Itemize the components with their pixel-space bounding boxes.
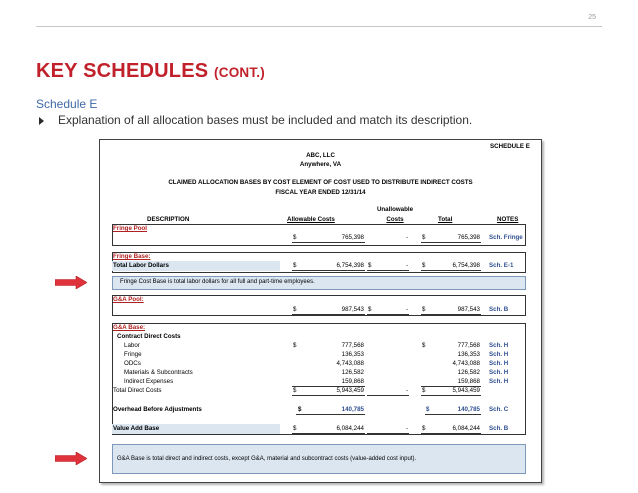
pointer-arrow-icon: [55, 276, 87, 289]
ga-row-allowable: 136,353: [341, 351, 364, 358]
underline: [421, 395, 481, 396]
underline: [421, 433, 481, 434]
overhead-label: Overhead Before Adjustments: [113, 406, 202, 413]
fiscal-year: FISCAL YEAR ENDED 12/31/14: [275, 189, 366, 196]
company-location: Anywhere, VA: [299, 161, 342, 168]
ga-note-text: G&A Base is total direct and indirect costs, except G&A, material and subcontract costs (value-added cost input).: [117, 456, 417, 462]
ga-row-note: Sch. H: [489, 342, 509, 349]
ga-row-label: Labor: [124, 342, 140, 349]
title-main: KEY SCHEDULES: [36, 60, 209, 82]
col-notes: NOTES: [497, 216, 519, 223]
overhead-note: Sch. C: [489, 406, 509, 413]
fringe-pool-label: Fringe Pool: [113, 225, 148, 232]
ga-row-total: 126,582: [457, 369, 480, 376]
ga-base-label: G&A Base:: [113, 324, 146, 331]
value-add-total: 6,084,244: [452, 425, 480, 432]
fringe-base-dollar: $: [293, 262, 297, 269]
direct-costs-heading: Contract Direct Costs: [117, 333, 181, 340]
value-add-total-dollar: $: [422, 425, 426, 432]
slide-subtitle: Schedule E: [36, 97, 98, 111]
slide-title: [36, 60, 265, 83]
underline: [296, 414, 365, 415]
fringe-pool-total: 765,398: [457, 234, 480, 241]
col-unallowable-1: Unallowable: [376, 206, 414, 213]
ga-row-allowable: 126,582: [341, 369, 364, 376]
underline: [367, 433, 409, 434]
total-direct-dollar: $: [293, 387, 297, 394]
fringe-base-total-dollar: $: [422, 262, 426, 269]
total-direct-allowable: 5,943,459: [336, 387, 364, 394]
value-add-allowable: 6,084,244: [336, 425, 364, 432]
ga-row-total: 136,353: [457, 351, 480, 358]
fringe-pool-allowable: 765,398: [341, 234, 364, 241]
fringe-note-text: Fringe Cost Base is total labor dollars for all full and part-time employees.: [120, 279, 315, 285]
col-total: Total: [438, 216, 453, 223]
fringe-base-unallowable: -: [405, 262, 408, 269]
ga-row-note: Sch. H: [489, 369, 509, 376]
fringe-base-total: 6,754,398: [452, 262, 480, 269]
total-direct-total-dollar: $: [422, 387, 426, 394]
ga-row-label: Materials & Subcontracts: [124, 369, 193, 376]
overhead-total-dollar: $: [426, 406, 430, 413]
fringe-base-label: Fringe Base:: [113, 253, 151, 260]
overhead-dollar: $: [298, 406, 302, 413]
schedule-heading: CLAIMED ALLOCATION BASES BY COST ELEMENT OF COST USED TO DISTRIBUTE INDIRECT COSTS: [168, 179, 473, 186]
fringe-base-note: Sch. E-1: [489, 262, 514, 269]
fringe-base-allowable: 6,754,398: [336, 262, 364, 269]
fringe-pool-total-dollar: $: [422, 234, 426, 241]
underline: [367, 395, 409, 396]
value-add-dollar: $: [293, 425, 297, 432]
pointer-arrow-icon: [55, 452, 87, 465]
underline: [421, 314, 481, 315]
underline: [292, 270, 365, 271]
ga-pool-unallowable: -: [405, 306, 408, 313]
header-rule: [36, 26, 602, 27]
col-allowable: Allowable Costs: [287, 216, 335, 223]
ga-pool-total-dollar: $: [422, 306, 426, 313]
total-direct-unallowable: -: [405, 387, 408, 394]
fringe-pool-dollar: $: [293, 234, 297, 241]
ga-row-label: Fringe: [124, 351, 142, 358]
page-number: 25: [588, 14, 596, 21]
schedule-label: SCHEDULE E: [490, 143, 530, 150]
ga-row-dollar: $: [293, 342, 297, 349]
ga-row-allowable: 4,743,088: [336, 360, 364, 367]
value-add-note: Sch. B: [489, 425, 509, 432]
underline: [292, 242, 365, 243]
ga-row-note: Sch. H: [489, 360, 509, 367]
ga-row-allowable: 777,568: [341, 342, 364, 349]
underline: [367, 270, 409, 271]
ga-pool-allowable: 987,543: [341, 306, 364, 313]
fringe-base-row-label: Total Labor Dollars: [113, 262, 169, 269]
ga-row-total: 159,868: [457, 378, 480, 385]
ga-row-total: 4,743,088: [452, 360, 480, 367]
total-direct-total: 5,943,459: [452, 387, 480, 394]
total-direct-label: Total Direct Costs: [113, 387, 162, 394]
bullet-text: Explanation of all allocation bases must be included and match its description.: [58, 113, 473, 127]
bullet-arrow-icon: [39, 117, 44, 125]
underline: [421, 270, 481, 271]
ga-row-note: Sch. H: [489, 378, 509, 385]
underline: [292, 433, 365, 434]
col-description: DESCRIPTION: [147, 216, 190, 223]
value-add-unallowable: -: [405, 425, 408, 432]
ga-pool-note: Sch. B: [489, 306, 509, 313]
title-cont: (CONT.): [214, 65, 265, 80]
ga-row-label: Indirect Expenses: [124, 378, 174, 385]
underline: [421, 242, 481, 243]
col-unallowable-2: Costs: [386, 216, 404, 223]
value-add-label: Value Add Base: [113, 425, 160, 432]
overhead-allowable: 140,785: [341, 406, 364, 413]
fringe-pool-unallowable: -: [405, 234, 408, 241]
fringe-base-unallowable-dollar: $: [368, 262, 372, 269]
underline: [292, 395, 365, 396]
underline: [425, 414, 481, 415]
ga-row-label: ODCs: [124, 360, 141, 367]
ga-pool-total: 987,543: [457, 306, 480, 313]
ga-pool-dollar: $: [293, 306, 297, 313]
ga-row-total: 777,568: [457, 342, 480, 349]
overhead-total: 140,785: [457, 406, 480, 413]
ga-pool-label: G&A Pool:: [113, 296, 144, 303]
underline: [292, 314, 365, 315]
ga-row-total-dollar: $: [422, 342, 426, 349]
fringe-pool-note: Sch. Fringe: [489, 234, 523, 241]
schedule-document: [99, 139, 542, 483]
ga-row-note: Sch. H: [489, 351, 509, 358]
ga-pool-unallowable-dollar: $: [368, 306, 372, 313]
company-name: ABC, LLC: [306, 152, 335, 159]
underline: [367, 314, 409, 315]
ga-row-allowable: 159,868: [341, 378, 364, 385]
